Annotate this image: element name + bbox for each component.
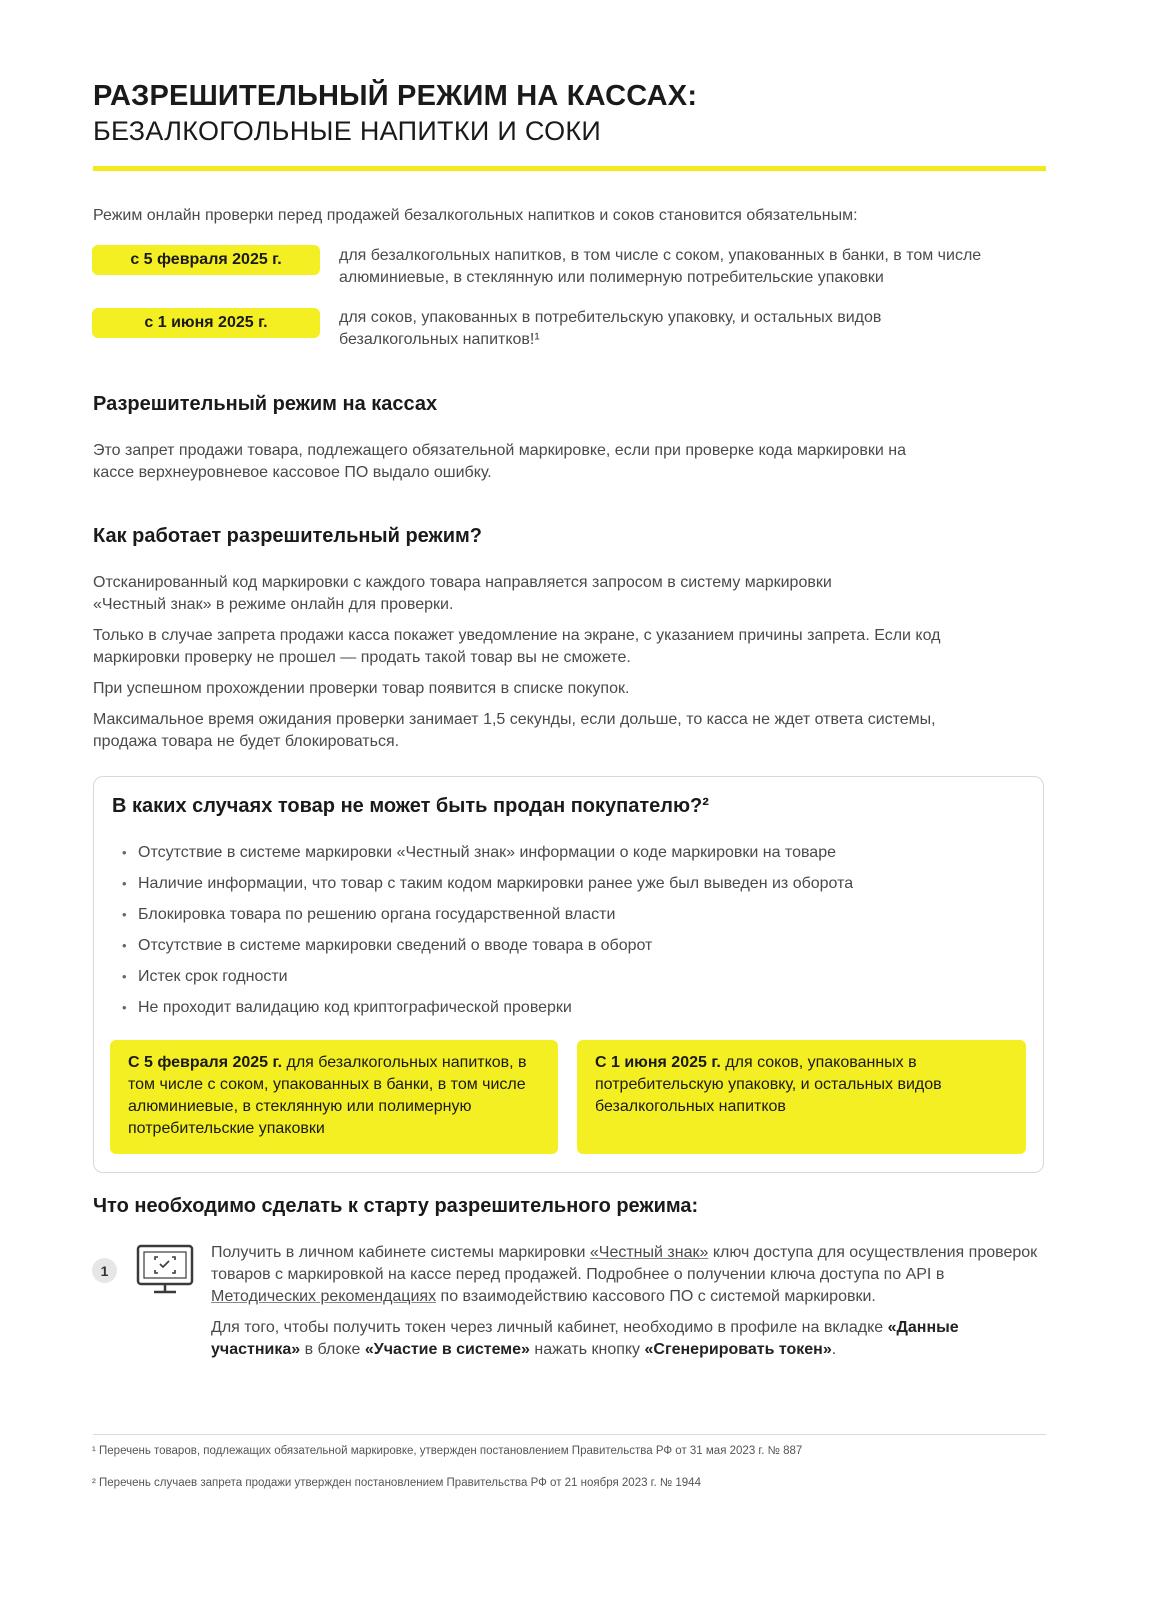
step1-text-b: ключ доступа для осуществления проверок товаров с маркировкой на кассе перед продажей. Подробнее о получении ключа доступа по API в: [211, 1244, 1038, 1283]
how-p2-line1: Только в случае запрета продажи касса покажет уведомление на экране, с указанием причины запрета. Если код: [93, 627, 941, 644]
date-box-jun: [577, 1040, 1026, 1154]
title-divider: [93, 166, 1046, 171]
date-text-jun: [339, 307, 881, 351]
how-p4-line1: Максимальное время ожидания проверки занимает 1,5 секунды, если дольше, то касса не ждет ответа системы,: [93, 711, 936, 728]
monitor-scan-icon: [136, 1244, 194, 1296]
list-item: • Блокировка товара по решению органа государственной власти: [122, 904, 853, 935]
date-box-jun-text: для соков, упакованных в потребительскую упаковку, и остальных видов безалкогольных напитков: [595, 1054, 942, 1115]
step1-p2-c: в блоке: [300, 1341, 365, 1358]
section-mode-text: [93, 440, 906, 484]
list-item: • Истек срок годности: [122, 966, 853, 997]
how-paragraph-3: При успешном прохождении проверки товар появится в списке покупок.: [93, 680, 630, 697]
how-p4-line2: продажа товара не будет блокироваться.: [93, 733, 400, 750]
step1-text-c: по взаимодействию кассового ПО с системой маркировки.: [436, 1288, 876, 1305]
page-title: РАЗРЕШИТЕЛЬНЫЙ РЕЖИМ НА КАССАХ:: [93, 80, 698, 112]
prohibition-card-title: В каких случаях товар не может быть продан покупателю?²: [112, 795, 709, 817]
intro-text: Режим онлайн проверки перед продажей безалкогольных напитков и соков становится обязательным:: [93, 207, 858, 224]
date-badge-jun: с 1 июня 2025 г.: [92, 308, 320, 338]
section-mode-line2: кассе верхнеуровневое кассовое ПО выдало ошибку.: [93, 464, 492, 481]
date-box-feb: [110, 1040, 558, 1154]
step1-paragraph-1: [211, 1242, 1046, 1308]
how-p2-line2: маркировки проверку не прошел — продать такой товар вы не сможете.: [93, 649, 631, 666]
section-heading-how: Как работает разрешительный режим?: [93, 525, 483, 547]
steps-heading: Что необходимо сделать к старту разрешительного режима:: [93, 1195, 699, 1217]
date-box-feb-text: для безалкогольных напитков, в том числе с соком, упакованных в банки, в том числе алюминиевые, в стеклянную или полимерную потребительские упаковки: [128, 1054, 527, 1137]
link-method-recommendations[interactable]: Методических рекомендациях: [211, 1288, 437, 1305]
footnote-2: ² Перечень случаев запрета продажи утвержден постановлением Правительства РФ от 21 ноября 2023 г. № 1944: [92, 1477, 701, 1489]
step1-p2-bold2: «Участие в системе»: [364, 1341, 530, 1358]
step1-paragraph-2: [211, 1317, 1046, 1361]
date-box-feb-bold: С 5 февраля 2025 г.: [128, 1054, 283, 1071]
step1-text-a: Получить в личном кабинете системы маркировки: [211, 1244, 590, 1261]
section-heading-mode: Разрешительный режим на кассах: [93, 393, 438, 415]
how-paragraph-4: [93, 709, 936, 753]
prohibition-list: [122, 842, 853, 1028]
how-p1-line1: Отсканированный код маркировки с каждого товара направляется запросом в систему маркировки: [93, 574, 832, 591]
date-badge-feb: с 5 февраля 2025 г.: [92, 245, 320, 275]
step1-p2-a: Для того, чтобы получить токен через личный кабинет, необходимо в профиле на вкладке: [211, 1319, 888, 1336]
footnote-1: ¹ Перечень товаров, подлежащих обязательной маркировке, утвержден постановлением Правительства РФ от 31 мая 2023 г. № 887: [92, 1445, 803, 1457]
how-paragraph-2: [93, 625, 940, 669]
link-chestny-znak[interactable]: «Честный знак»: [589, 1244, 709, 1261]
list-item: • Отсутствие в системе маркировки «Честный знак» информации о коде маркировки на товаре: [122, 842, 853, 873]
section-mode-line1: Это запрет продажи товара, подлежащего обязательной маркировке, если при проверке кода маркировки на: [93, 442, 907, 459]
date-text-feb: [339, 245, 981, 289]
step1-p2-e: .: [831, 1341, 837, 1358]
how-p1-line2: «Честный знак» в режиме онлайн для проверки.: [93, 596, 454, 613]
step1-p2-d: нажать кнопку: [529, 1341, 645, 1358]
step1-p2-bold3: «Сгенерировать токен»: [644, 1341, 832, 1358]
list-item: • Отсутствие в системе маркировки сведений о вводе товара в оборот: [122, 935, 853, 966]
step-number: 1: [92, 1258, 117, 1283]
footnote-divider: [93, 1434, 1046, 1435]
date-text-feb-line1: для безалкогольных напитков, в том числе с соком, упакованных в банки, в том числе: [339, 247, 982, 264]
date-text-jun-line1: для соков, упакованных в потребительскую упаковку, и остальных видов: [339, 309, 882, 326]
date-box-jun-bold: С 1 июня 2025 г.: [595, 1054, 721, 1071]
list-item: • Не проходит валидацию код криптографической проверки: [122, 997, 853, 1028]
date-text-jun-line2: безалкогольных напитков!¹: [339, 331, 540, 348]
date-text-feb-line2: алюминиевые, в стеклянную или полимерную потребительские упаковки: [339, 269, 884, 286]
how-paragraph-1: [93, 572, 832, 616]
list-item: • Наличие информации, что товар с таким кодом маркировки ранее уже был выведен из оборота: [122, 873, 853, 904]
step1-p2-bold1: «Данные участника»: [211, 1319, 959, 1358]
page-subtitle: БЕЗАЛКОГОЛЬНЫЕ НАПИТКИ И СОКИ: [93, 116, 602, 146]
